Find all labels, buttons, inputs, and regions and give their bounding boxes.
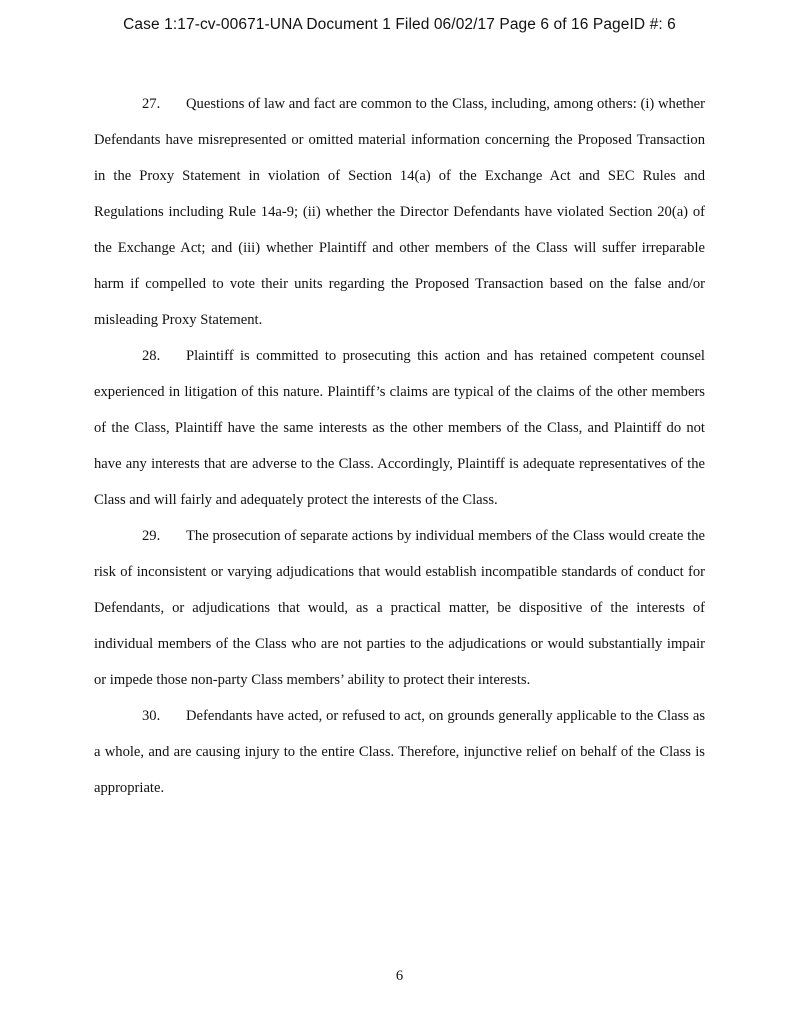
case-header: Case 1:17-cv-00671-UNA Document 1 Filed 06/02/17 Page 6 of 16 PageID #: 6 <box>123 16 676 33</box>
document-body <box>94 86 705 806</box>
paragraph-text: Questions of law and fact are common to the Class, including, among others: (i) whether Defendants have misrepresented or omitted material information concerning the Proposed Transaction in the Proxy Statement in violation of Section 14(a) of the Exchange Act and SEC Rules and Regulations including Rule 14a-9; (ii) whether the Director Defendants have violated Section 20(a) of the Exchange Act; and (iii) whether Plaintiff and other members of the Class will suffer irreparable harm if compelled to vote their units regarding the Proposed Transaction based on the false and/or misleading Proxy Statement. <box>94 96 705 328</box>
paragraph-text: The prosecution of separate actions by individual members of the Class would create the risk of inconsistent or varying adjudications that would establish incompatible standards of conduct for Defendants, or adjudications that would, as a practical matter, be dispositive of the interests of individual members of the Class who are not parties to the adjudications or would substantially impair or impede those non-party Class members’ ability to protect their interests. <box>94 528 705 688</box>
paragraph-30 <box>94 698 705 806</box>
paragraph-number: 27. <box>142 96 161 112</box>
paragraph-number: 30. <box>142 708 161 724</box>
page-number: 6 <box>395 968 404 984</box>
paragraph-number: 28. <box>142 348 161 364</box>
paragraph-text: Plaintiff is committed to prosecuting this action and has retained competent counsel experienced in litigation of this nature. Plaintiff’s claims are typical of the claims of the other members of the Class, Plaintiff have the same interests as the other members of the Class, and Plaintiff do not have any interests that are adverse to the Class. Accordingly, Plaintiff is adequate representatives of the Class and will fairly and adequately protect the interests of the Class. <box>94 348 705 508</box>
paragraph-28 <box>94 338 705 518</box>
paragraph-number: 29. <box>142 528 161 544</box>
paragraph-29 <box>94 518 705 698</box>
paragraph-27 <box>94 86 705 338</box>
paragraph-text: Defendants have acted, or refused to act, on grounds generally applicable to the Class as a whole, and are causing injury to the entire Class. Therefore, injunctive relief on behalf of the Class is appropriate. <box>94 708 705 796</box>
